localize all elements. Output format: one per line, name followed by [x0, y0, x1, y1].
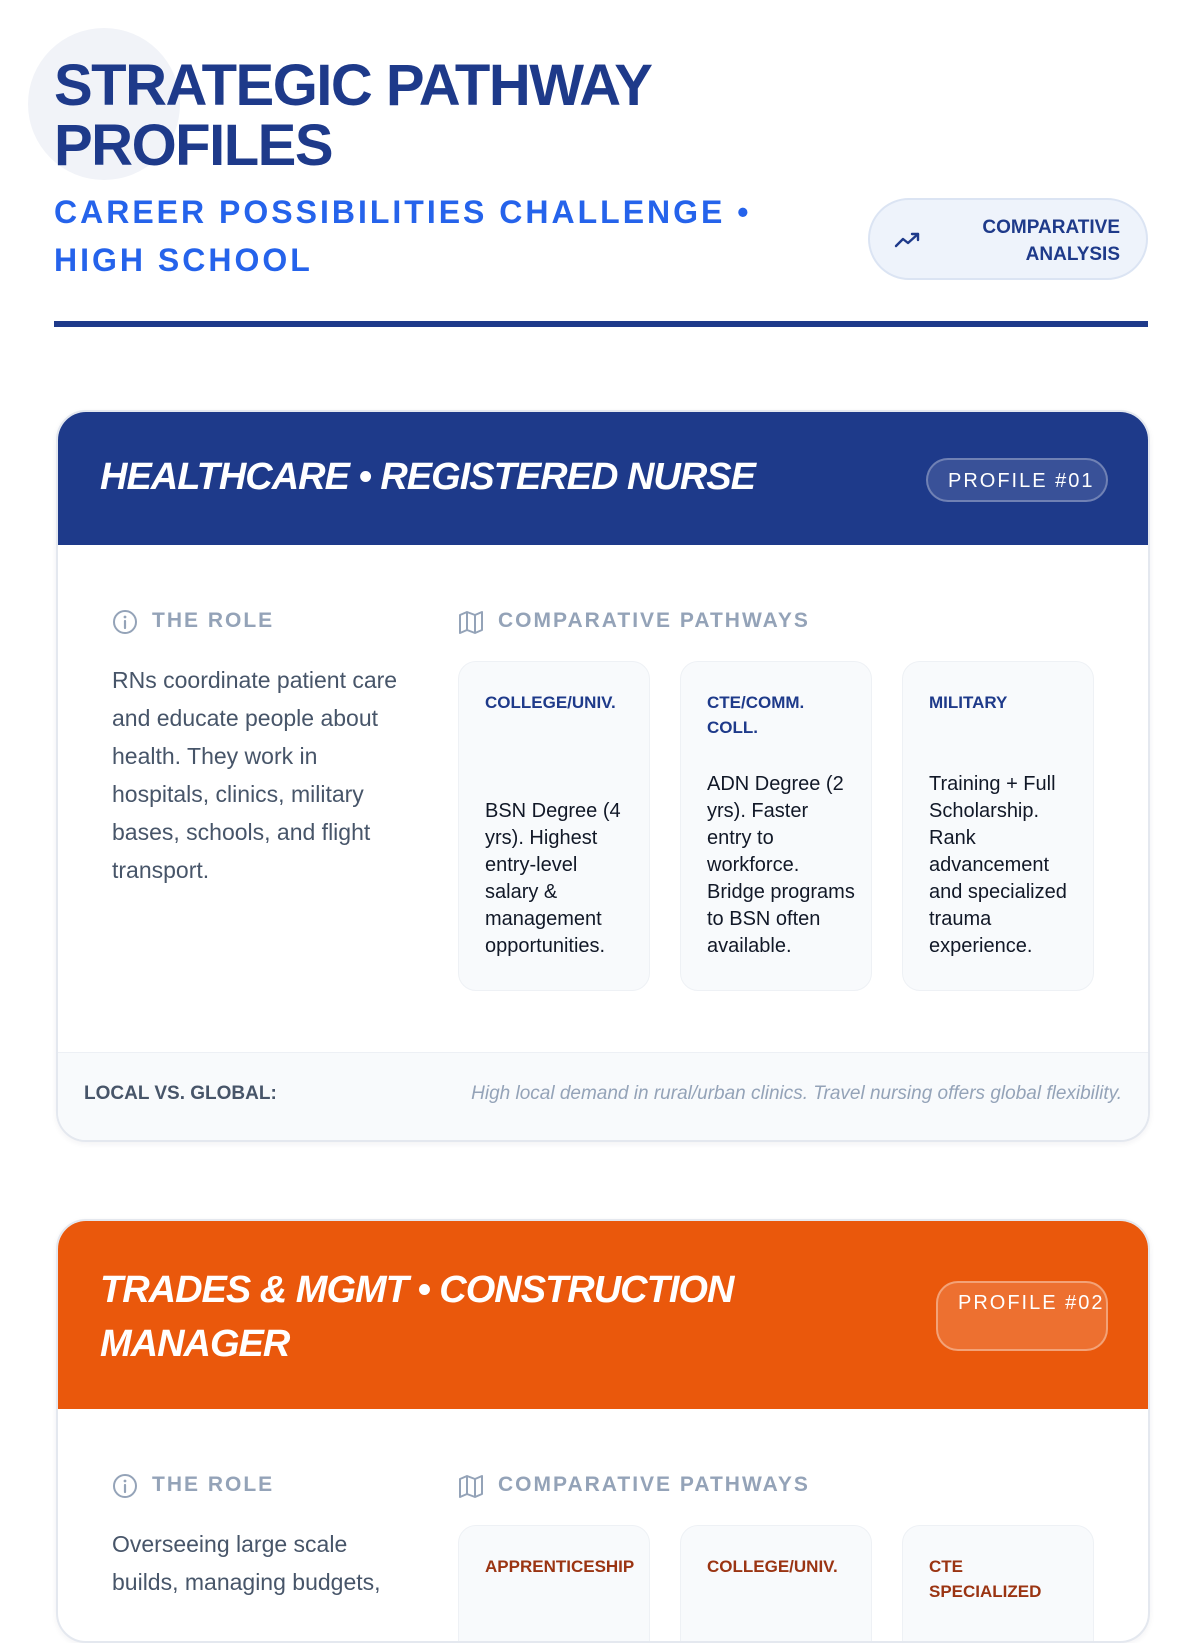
trending-up-icon [894, 228, 922, 252]
pathway-label: CTE SPECIALIZED [929, 1557, 1042, 1601]
pathways-heading-label: COMPARATIVE PATHWAYS [498, 1473, 810, 1496]
page-subtitle: CAREER POSSIBILITIES CHALLENGE • HIGH SCHOOL [54, 194, 752, 278]
profile-card-footer [58, 1052, 1148, 1141]
pathway-description: ADN Degree (2 yrs). Faster entry to workforce. Bridge programs to BSN often available. [707, 773, 855, 957]
profile-card-header [58, 412, 1148, 545]
profile-card-header [58, 1221, 1148, 1409]
profile-badge: PROFILE #02 [936, 1281, 1108, 1351]
footer-label: LOCAL VS. GLOBAL: [84, 1083, 277, 1104]
info-icon [112, 1473, 138, 1499]
pathway-label: MILITARY [929, 693, 1008, 712]
role-description: Overseeing large scale builds, managing budgets, [112, 1531, 381, 1595]
pathway-label: CTE/COMM. COLL. [707, 693, 805, 737]
pathway-card-college [680, 1525, 872, 1643]
role-description: RNs coordinate patient care and educate people about health. They work in hospitals, clinics, military bases, schools, and flight transport. [112, 667, 398, 883]
comparative-analysis-pill [868, 198, 1148, 280]
pathway-label: COLLEGE/UNIV. [707, 1557, 838, 1576]
info-icon [112, 609, 138, 635]
pathway-card-military [902, 661, 1094, 991]
pathway-card-apprenticeship [458, 1525, 650, 1643]
page-title-line-1: STRATEGIC PATHWAY [54, 53, 652, 118]
pill-label: COMPARATIVE ANALYSIS [982, 217, 1120, 265]
role-heading-label: THE ROLE [152, 609, 275, 632]
pathway-label: APPRENTICESHIP [485, 1557, 635, 1576]
footer-text: High local demand in rural/urban clinics. Travel nursing offers global flexibility. [471, 1083, 1122, 1104]
pathway-label: COLLEGE/UNIV. [485, 693, 616, 712]
pathway-card-college [458, 661, 650, 991]
pathways-heading-label: COMPARATIVE PATHWAYS [498, 609, 810, 632]
profile-title: TRADES & MGMT • CONSTRUCTION MANAGER [100, 1269, 734, 1365]
pathway-card-cte [680, 661, 872, 991]
pathway-description: Training + Full Scholarship. Rank advancement and specialized trauma experience. [929, 773, 1067, 957]
profile-card-registered-nurse [56, 410, 1150, 1142]
page-title [54, 53, 652, 178]
profile-title: HEALTHCARE • REGISTERED NURSE [100, 456, 755, 498]
map-icon [458, 1473, 484, 1499]
profile-card-construction-manager [56, 1219, 1150, 1643]
page-title-line-2: PROFILES [54, 113, 333, 178]
profile-badge: PROFILE #01 [926, 458, 1108, 502]
role-heading-label: THE ROLE [152, 1473, 275, 1496]
pathway-description: BSN Degree (4 yrs). Highest entry-level salary & management opportunities. [485, 800, 621, 957]
map-icon [458, 609, 484, 635]
pathway-card-cte-specialized [902, 1525, 1094, 1643]
header-divider [54, 321, 1148, 327]
